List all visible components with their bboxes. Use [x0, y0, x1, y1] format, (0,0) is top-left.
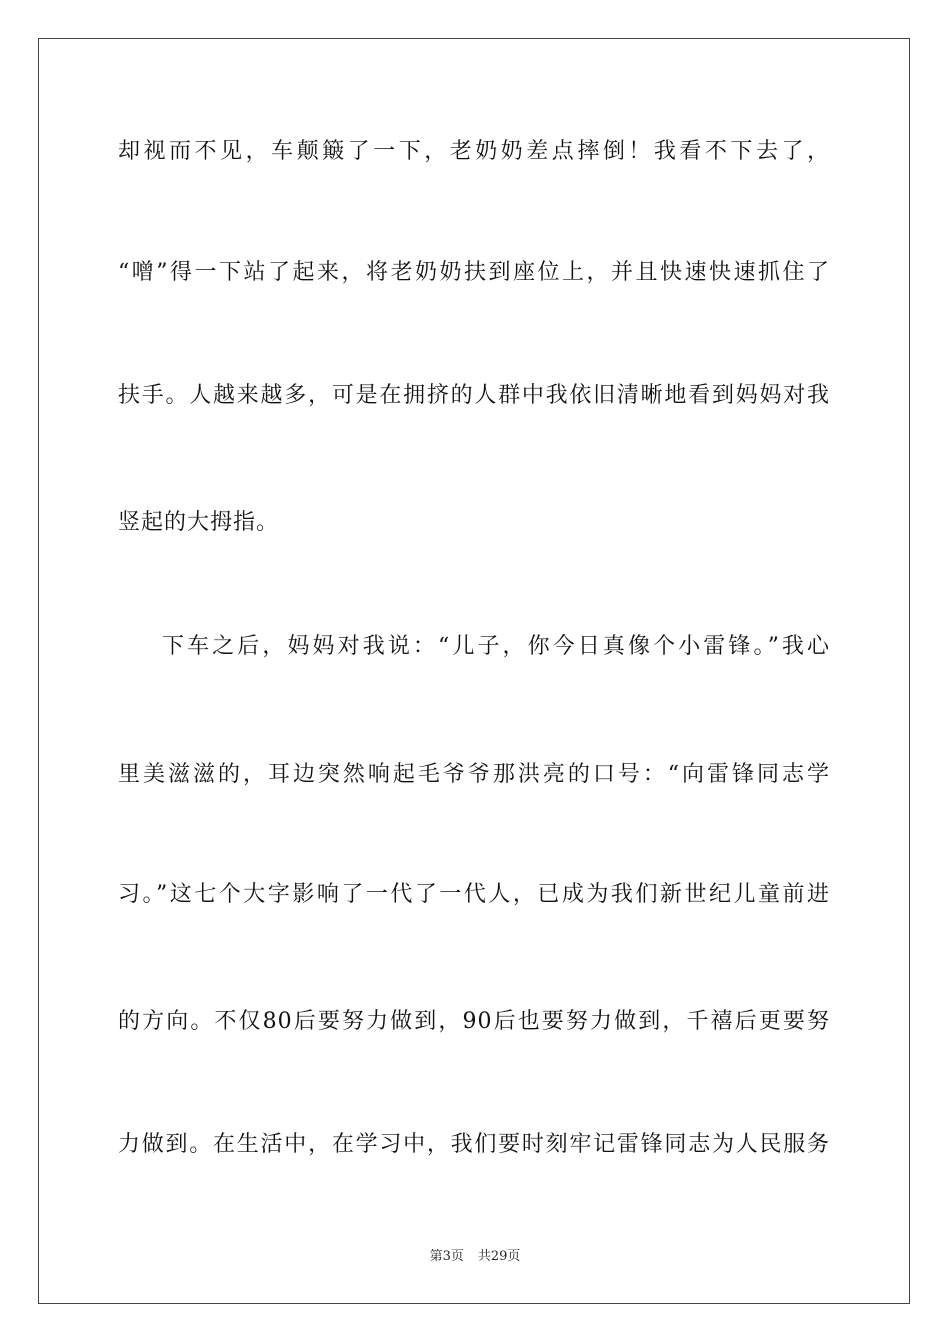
body-text-line: 习。”这七个大字影响了一代了一代人，已成为我们新世纪儿童前进: [118, 882, 830, 907]
page-footer: [0, 1248, 950, 1266]
page-number-current: 第3页: [429, 1249, 464, 1264]
page-number-total: 共29页: [477, 1249, 521, 1264]
body-text-line: 里美滋滋的，耳边突然响起毛爷爷那洪亮的口号：“向雷锋同志学: [118, 762, 830, 787]
body-text-line: “噌”得一下站了起来，将老奶奶扶到座位上，并且快速快速抓住了: [118, 260, 830, 285]
page-border: [38, 38, 910, 1304]
body-text-line: 竖起的大拇指。: [118, 510, 280, 535]
body-text-line: 的方向。不仅80后要努力做到，90后也要努力做到，千禧后更要努: [118, 1009, 830, 1034]
body-text-line: 却视而不见，车颠簸了一下，老奶奶差点摔倒！我看不下去了，: [118, 139, 830, 164]
body-text-line: 扶手。人越来越多，可是在拥挤的人群中我依旧清晰地看到妈妈对我: [118, 383, 830, 408]
body-text-line: 力做到。在生活中，在学习中，我们要时刻牢记雷锋同志为人民服务: [118, 1132, 830, 1157]
paragraph-start-line: 下车之后，妈妈对我说：“儿子，你今日真像个小雷锋。”我心: [162, 634, 830, 659]
